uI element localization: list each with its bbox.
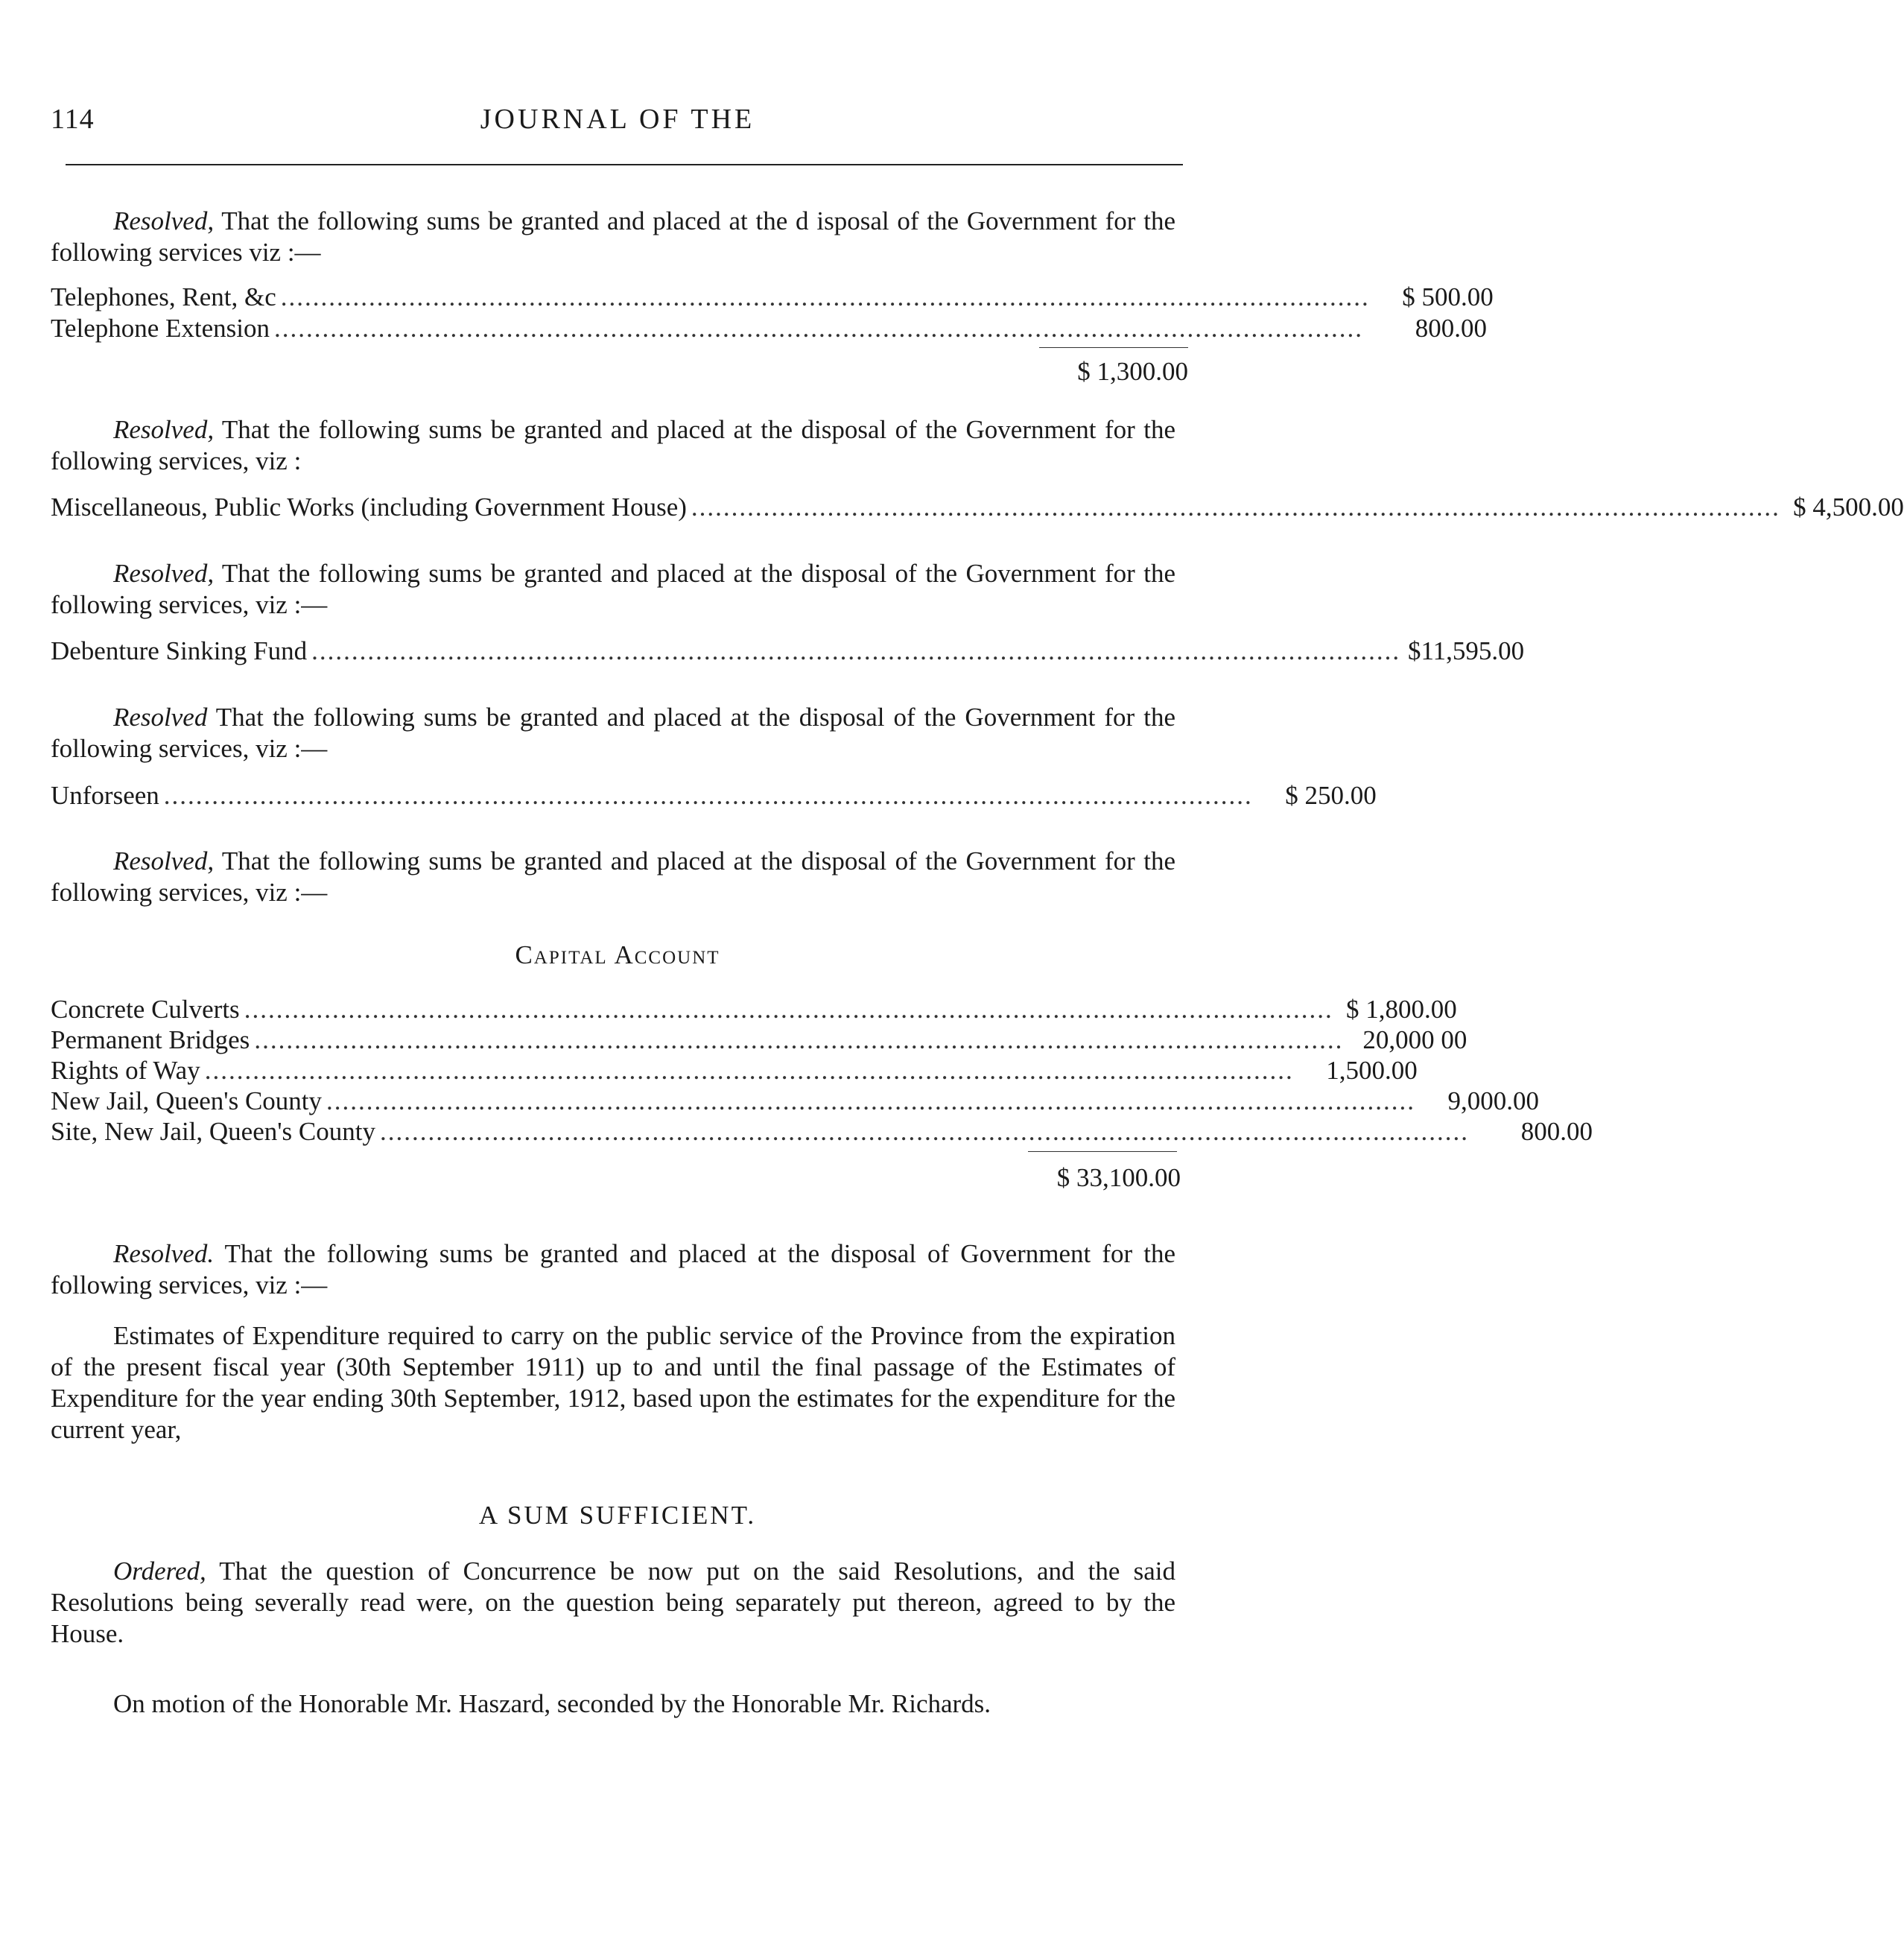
line-item bbox=[51, 282, 1494, 313]
item-amount: $11,595.00 bbox=[1407, 636, 1525, 665]
leader-dots: ........................................................................................................................................ bbox=[254, 1025, 1344, 1054]
resolution-paragraph-3 bbox=[51, 558, 1175, 621]
item-label: Debenture Sinking Fund bbox=[51, 636, 308, 665]
resolution-text: That the following sums be granted and placed at the disposal of the Government for the following services, viz : bbox=[51, 415, 1175, 475]
capital-account-heading: Capital Account bbox=[515, 940, 720, 969]
item-label: Permanent Bridges bbox=[51, 1025, 250, 1054]
resolution-text: That the following sums be granted and placed at the disposal of Government for the following services, viz :— bbox=[51, 1239, 1175, 1299]
resolution-lead: Resolved bbox=[113, 703, 208, 732]
total-rule bbox=[1028, 1151, 1177, 1152]
item-label: Concrete Culverts bbox=[51, 995, 240, 1024]
resolution-text: That the following sums be granted and placed at the d isposal of the Government for the following services viz :— bbox=[51, 206, 1175, 267]
leader-dots: ........................................................................................................................................ bbox=[311, 636, 1401, 665]
item-amount: 800.00 bbox=[1415, 314, 1487, 343]
leader-dots: ........................................................................................................................................ bbox=[244, 995, 1333, 1024]
resolution-paragraph-6 bbox=[51, 1238, 1175, 1301]
leader-dots: ........................................................................................................................................ bbox=[163, 781, 1253, 810]
item-amount: 9,000.00 bbox=[1447, 1086, 1540, 1115]
line-item bbox=[51, 492, 1904, 523]
resolution-lead: Resolved, bbox=[113, 559, 215, 588]
line-item bbox=[51, 1116, 1593, 1147]
resolution-lead: Resolved, bbox=[113, 206, 215, 235]
item-label: Telephones, Rent, &c bbox=[51, 282, 276, 311]
resolution-lead: Resolved, bbox=[113, 415, 215, 444]
line-item bbox=[51, 1025, 1467, 1056]
item-amount: $ 250.00 bbox=[1285, 781, 1377, 810]
item-label: Rights of Way bbox=[51, 1056, 200, 1085]
item-label: Site, New Jail, Queen's County bbox=[51, 1117, 375, 1146]
resolution-text: That the following sums be granted and placed at the disposal of the Government for the following services, viz :— bbox=[51, 559, 1175, 619]
line-item bbox=[51, 1055, 1418, 1086]
total-amount: $ 33,100.00 bbox=[1056, 1163, 1181, 1192]
page-header bbox=[51, 103, 1184, 148]
estimates-paragraph: Estimates of Expenditure required to carry on the public service of the Province from the expiration of the present fiscal year (30th September 1911) up to and until the final passage of the Estimates of Expenditure for the year ending 30th September, 1912, based upon the estimates for the expenditure for the current year, bbox=[51, 1321, 1175, 1444]
item-label: Telephone Extension bbox=[51, 314, 270, 343]
total-amount: $ 1,300.00 bbox=[1077, 357, 1188, 386]
resolution-paragraph-4 bbox=[51, 702, 1175, 764]
motion-paragraph: On motion of the Honorable Mr. Haszard, seconded by the Honorable Mr. Richards. bbox=[113, 1689, 991, 1718]
item-label: Miscellaneous, Public Works (including Government House) bbox=[51, 493, 687, 522]
resolution-text: That the following sums be granted and placed at the disposal of the Government for the following services, viz :— bbox=[51, 703, 1175, 763]
item-amount: $ 4,500.00 bbox=[1793, 493, 1904, 522]
line-item bbox=[51, 994, 1457, 1025]
resolution-lead: Resolved. bbox=[113, 1239, 215, 1268]
item-amount: 800.00 bbox=[1520, 1117, 1593, 1146]
total-rule bbox=[1039, 347, 1188, 348]
item-amount: $ 500.00 bbox=[1402, 282, 1494, 311]
line-item bbox=[51, 313, 1487, 344]
leader-dots: ........................................................................................................................................ bbox=[274, 314, 1363, 343]
resolution-paragraph-1 bbox=[51, 206, 1175, 268]
line-item bbox=[51, 1086, 1540, 1117]
resolution-lead: Resolved, bbox=[113, 846, 215, 875]
item-amount: 20,000 00 bbox=[1362, 1025, 1467, 1054]
ordered-lead: Ordered, bbox=[113, 1557, 206, 1586]
line-item bbox=[51, 780, 1377, 811]
ordered-paragraph bbox=[51, 1556, 1175, 1650]
leader-dots: ........................................................................................................................................ bbox=[204, 1056, 1294, 1085]
ordered-text: That the question of Concurrence be now put on the said Resolutions, and the said Resolutions being severally read were, on the question being separately put thereon, agreed to by the House. bbox=[51, 1557, 1175, 1648]
item-label: Unforseen bbox=[51, 781, 159, 810]
item-amount: $ 1,800.00 bbox=[1345, 995, 1457, 1024]
leader-dots: ........................................................................................................................................ bbox=[280, 282, 1370, 311]
resolution-paragraph-5 bbox=[51, 846, 1175, 908]
page-number: 114 bbox=[51, 104, 95, 135]
resolution-text: That the following sums be granted and placed at the disposal of the Government for the following services, viz :— bbox=[51, 846, 1175, 907]
line-item bbox=[51, 636, 1525, 667]
item-amount: 1,500.00 bbox=[1326, 1056, 1418, 1085]
sum-sufficient-heading: A SUM SUFFICIENT. bbox=[478, 1501, 757, 1530]
leader-dots: ........................................................................................................................................ bbox=[379, 1117, 1469, 1146]
leader-dots: ........................................................................................................................................ bbox=[691, 493, 1780, 522]
running-head: JOURNAL OF THE bbox=[480, 104, 755, 135]
resolution-paragraph-2 bbox=[51, 414, 1175, 477]
leader-dots: ........................................................................................................................................ bbox=[326, 1086, 1416, 1115]
header-rule bbox=[66, 164, 1183, 165]
item-label: New Jail, Queen's County bbox=[51, 1086, 323, 1115]
